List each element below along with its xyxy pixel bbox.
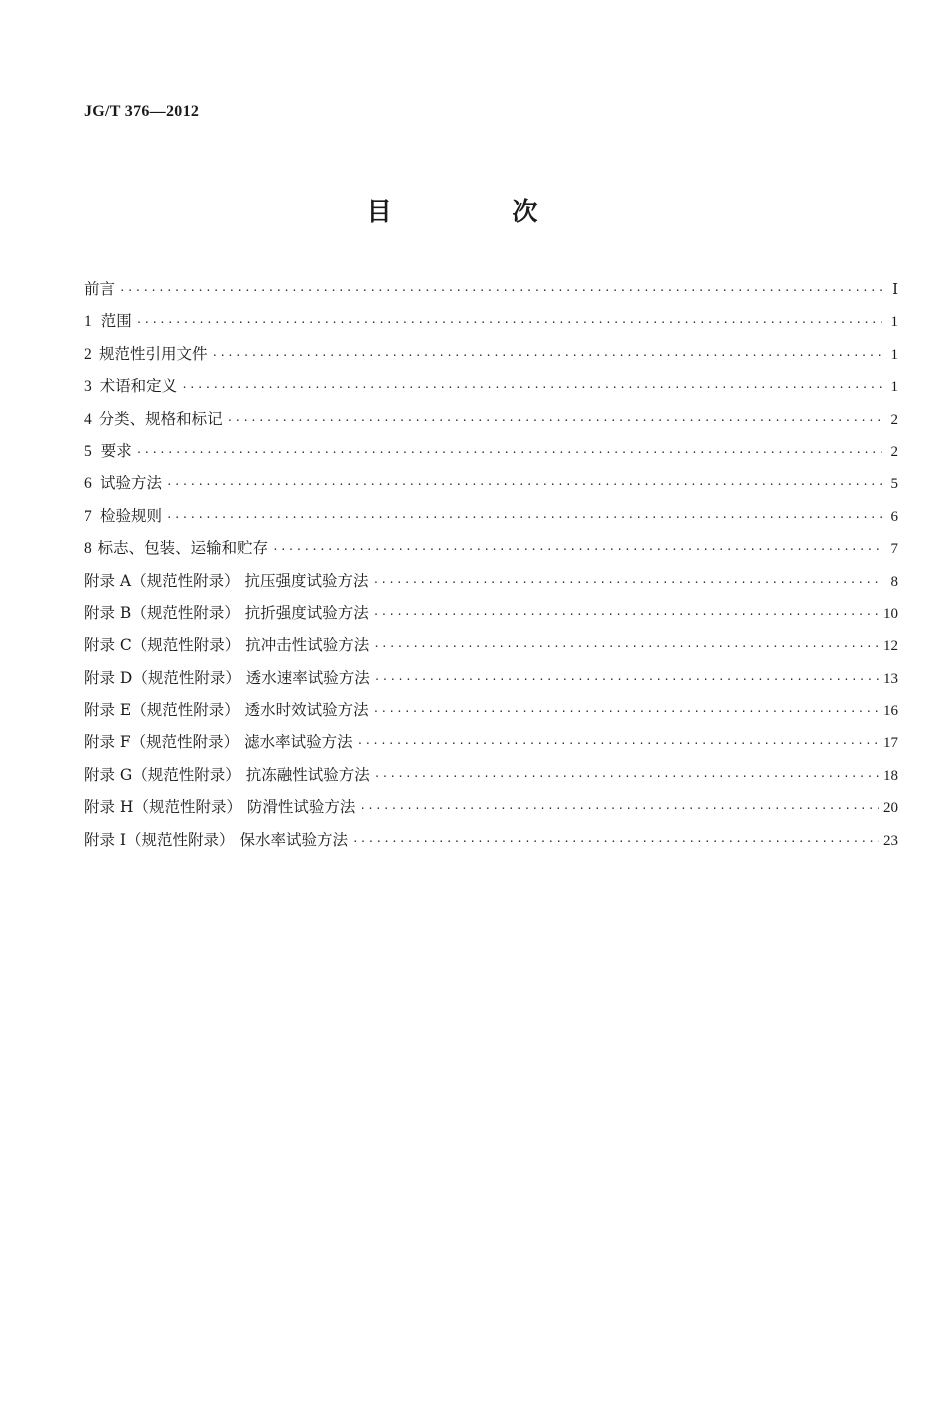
toc-dot-leader [352, 835, 879, 848]
toc-entry-annex-e[interactable] [84, 698, 898, 730]
toc-entry-page: 1 [890, 314, 898, 331]
toc-entry-label: 附录 B（规范性附录） 抗折强度试验方法 [84, 603, 369, 622]
toc-entry-number: 2 [84, 345, 92, 363]
toc-entry-label: 要求 [100, 441, 132, 460]
toc-entry-label: 范围 [100, 312, 132, 331]
toc-entry-page: 2 [890, 411, 898, 428]
toc-entry-number: 6 [84, 475, 92, 493]
toc-entry-annex-d[interactable] [84, 666, 898, 698]
toc-entry-label: 标志、包装、运输和贮存 [97, 539, 269, 558]
toc-entry-number: 1 [84, 313, 92, 331]
page-title: 目 次 [366, 197, 594, 226]
toc-entry-page: 23 [883, 832, 898, 849]
toc-entry-annex-c[interactable] [84, 633, 898, 665]
toc-entry-number: 5 [84, 442, 92, 460]
toc-entry-page: 13 [883, 670, 898, 687]
toc-entry-page: 18 [883, 767, 898, 784]
toc-dot-leader [166, 511, 882, 524]
toc-entry-page: 8 [890, 573, 898, 590]
toc-entry-label: 附录 F（规范性附录） 滤水率试验方法 [84, 733, 353, 752]
toc-dot-leader [136, 446, 882, 459]
toc-entry-2[interactable] [84, 342, 898, 374]
toc-entry-page: 2 [890, 443, 898, 460]
toc-entry-page: 10 [883, 605, 898, 622]
toc-entry-4[interactable] [84, 407, 898, 439]
toc-entry-page: 17 [883, 735, 898, 752]
toc-entry-label: 检验规则 [100, 506, 163, 525]
standard-code: JG/T 376—2012 [84, 103, 200, 120]
table-of-contents [84, 277, 898, 860]
toc-entry-3[interactable] [84, 374, 898, 406]
toc-entry-number: 3 [84, 378, 92, 396]
toc-entry-page: 1 [890, 379, 898, 396]
toc-entry-6[interactable] [84, 471, 898, 503]
toc-entry-label: 附录 H（规范性附录） 防滑性试验方法 [84, 798, 356, 817]
toc-entry-page: 1 [890, 346, 898, 363]
toc-dot-leader [227, 414, 882, 427]
toc-entry-page: 6 [890, 508, 898, 525]
toc-entry-5[interactable] [84, 439, 898, 471]
toc-dot-leader [374, 770, 879, 783]
toc-entry-label: 前言 [84, 280, 116, 298]
toc-entry-annex-f[interactable] [84, 730, 898, 762]
toc-entry-page: 20 [883, 800, 898, 817]
toc-entry-number: 7 [84, 507, 92, 525]
toc-entry-annex-g[interactable] [84, 763, 898, 795]
toc-dot-leader [374, 673, 879, 686]
toc-entry-foreword[interactable] [84, 277, 898, 309]
toc-entry-label: 规范性引用文件 [99, 344, 208, 363]
toc-dot-leader [166, 478, 882, 491]
toc-dot-leader [181, 381, 882, 394]
toc-entry-7[interactable] [84, 504, 898, 536]
toc-dot-leader [373, 576, 882, 589]
toc-dot-leader [359, 802, 879, 815]
toc-entry-1[interactable] [84, 309, 898, 341]
toc-dot-leader [136, 316, 882, 329]
toc-entry-page: 7 [890, 541, 898, 558]
toc-entry-label: 附录 A（规范性附录） 抗压强度试验方法 [84, 571, 369, 590]
toc-dot-leader [373, 705, 879, 718]
toc-entry-annex-a[interactable] [84, 569, 898, 601]
toc-entry-page: 12 [883, 638, 898, 655]
toc-entry-number: 8 [84, 540, 92, 558]
toc-entry-label: 术语和定义 [99, 377, 178, 396]
toc-dot-leader [373, 608, 879, 621]
toc-entry-label: 附录 E（规范性附录） 透水时效试验方法 [84, 701, 369, 720]
toc-entry-number: 4 [84, 410, 92, 428]
toc-entry-page: Ⅰ [892, 282, 898, 298]
toc-dot-leader [373, 640, 879, 653]
toc-entry-annex-b[interactable] [84, 601, 898, 633]
toc-entry-annex-i[interactable] [84, 828, 898, 860]
toc-entry-label: 附录 I（规范性附录） 保水率试验方法 [84, 830, 348, 849]
toc-entry-label: 附录 G（规范性附录） 抗冻融性试验方法 [84, 765, 370, 784]
toc-entry-label: 分类、规格和标记 [98, 409, 223, 428]
toc-entry-label: 试验方法 [100, 474, 163, 493]
toc-entry-page: 16 [883, 703, 898, 720]
toc-entry-label: 附录 C（规范性附录） 抗冲击性试验方法 [84, 636, 370, 655]
toc-dot-leader [357, 737, 879, 750]
toc-dot-leader [119, 284, 882, 297]
toc-dot-leader [272, 543, 882, 556]
toc-entry-label: 附录 D（规范性附录） 透水速率试验方法 [84, 668, 370, 687]
toc-dot-leader [212, 349, 882, 362]
toc-entry-8[interactable] [84, 536, 898, 568]
toc-entry-annex-h[interactable] [84, 795, 898, 827]
toc-entry-page: 5 [890, 476, 898, 493]
